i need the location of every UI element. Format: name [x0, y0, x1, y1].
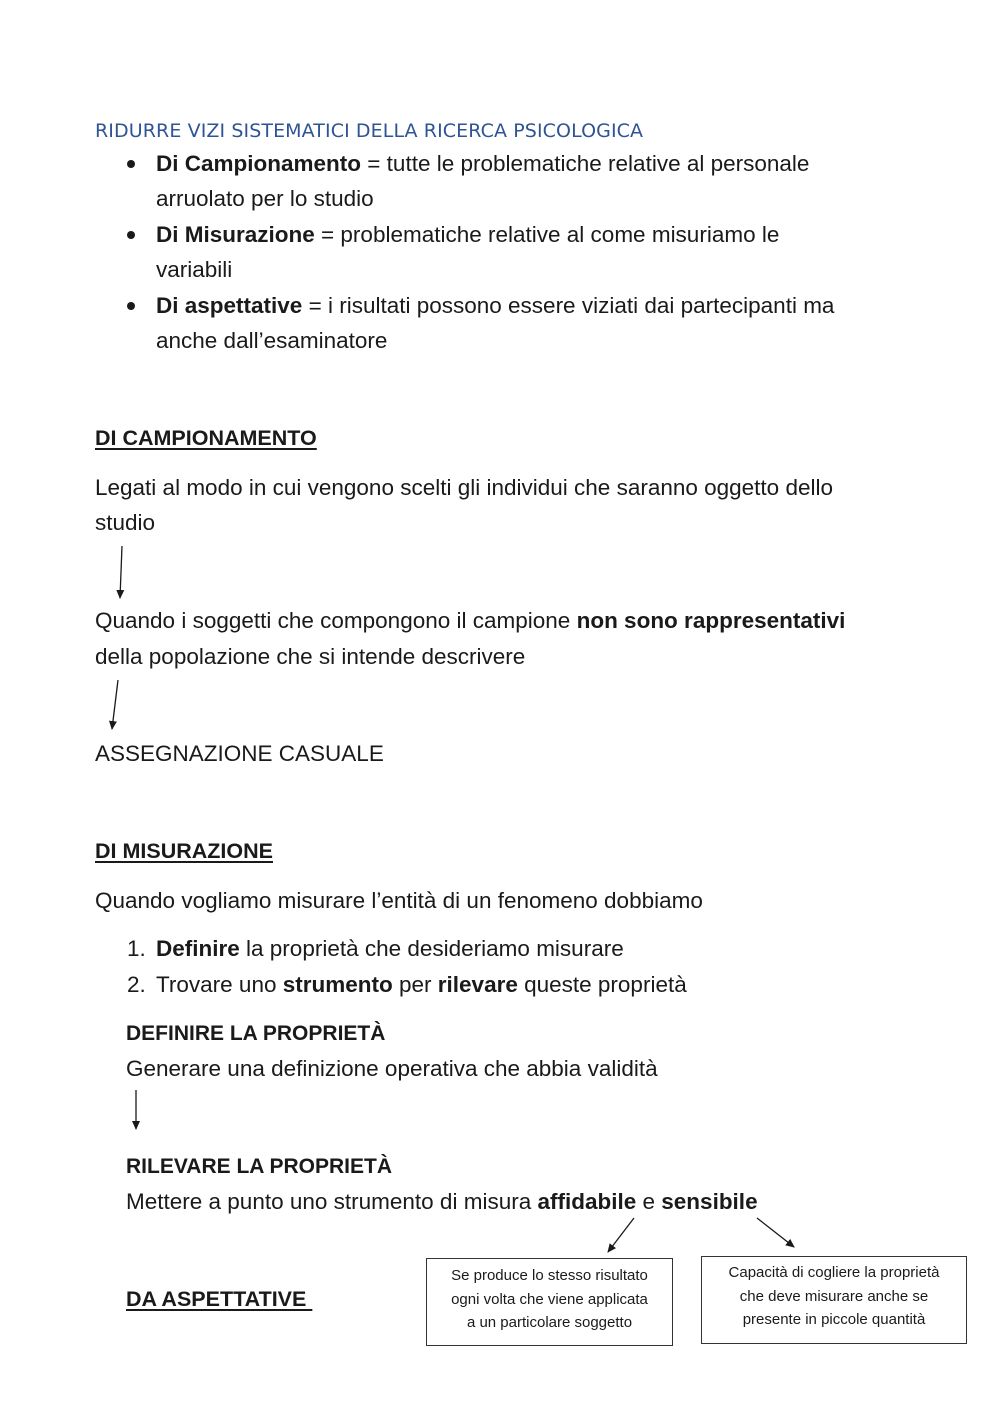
paragraph: Mettere a punto uno strumento di misura affidabile e sensibile	[126, 1189, 758, 1214]
bullet-icon	[127, 302, 135, 310]
list-item: Trovare uno strumento per rilevare queste proprietà	[156, 972, 687, 997]
list-item-continuation: anche dall’esaminatore	[156, 328, 388, 353]
list-item: Di Misurazione = problematiche relative al come misuriamo le	[156, 222, 780, 247]
section-heading-campionamento: DI CAMPIONAMENTO	[95, 426, 317, 450]
term-sensibile: sensibile	[661, 1189, 758, 1214]
list-item: Definire la proprietà che desideriamo misurare	[156, 936, 624, 961]
paragraph: Generare una definizione operativa che abbia validità	[126, 1056, 658, 1081]
note-box-sensibile: Capacità di cogliere la proprietà che deve misurare anche se presente in piccole quantità	[701, 1256, 967, 1344]
arrow-down-icon	[120, 546, 122, 598]
subheading-rilevare: RILEVARE LA PROPRIETÀ	[126, 1155, 393, 1178]
arrow-affidabile-icon	[608, 1218, 634, 1252]
list-number: 1.	[127, 936, 146, 961]
paragraph: Quando vogliamo misurare l’entità di un fenomeno dobbiamo	[95, 888, 703, 913]
list-item-continuation: arruolato per lo studio	[156, 186, 374, 211]
section-heading-misurazione: DI MISURAZIONE	[95, 839, 273, 863]
note-box-affidabile: Se produce lo stesso risultato ogni volta che viene applicata a un particolare soggetto	[426, 1258, 673, 1346]
bullet-term: Di Campionamento	[156, 151, 362, 176]
arrow-down-icon	[112, 680, 118, 729]
section-heading-aspettative: DA ASPETTATIVE	[126, 1287, 313, 1311]
bullet-term: Di aspettative	[156, 293, 303, 318]
term-affidabile: affidabile	[537, 1189, 637, 1214]
list-item-continuation: variabili	[156, 257, 233, 282]
subheading-definire: DEFINIRE LA PROPRIETÀ	[126, 1022, 386, 1045]
bullet-term: Di Misurazione	[156, 222, 315, 247]
arrow-sensibile-icon	[757, 1218, 794, 1247]
bullet-icon	[127, 160, 135, 168]
list-item: Di aspettative = i risultati possono essere viziati dai partecipanti ma	[156, 293, 835, 318]
paragraph: Legati al modo in cui vengono scelti gli individui che saranno oggetto dello	[95, 475, 833, 500]
list-number: 2.	[127, 972, 146, 997]
list-item: Di Campionamento = tutte le problematiche relative al personale	[156, 151, 810, 176]
bullet-icon	[127, 231, 135, 239]
paragraph-continuation: della popolazione che si intende descrivere	[95, 644, 526, 669]
paragraph: Quando i soggetti che compongono il campione non sono rappresentativi	[95, 608, 846, 633]
emphasis: non sono rappresentativi	[576, 608, 846, 633]
paragraph-continuation: studio	[95, 510, 156, 535]
page-title: RIDURRE VIZI SISTEMATICI DELLA RICERCA PSICOLOGICA	[95, 120, 644, 142]
conclusion-text: ASSEGNAZIONE CASUALE	[95, 741, 384, 766]
